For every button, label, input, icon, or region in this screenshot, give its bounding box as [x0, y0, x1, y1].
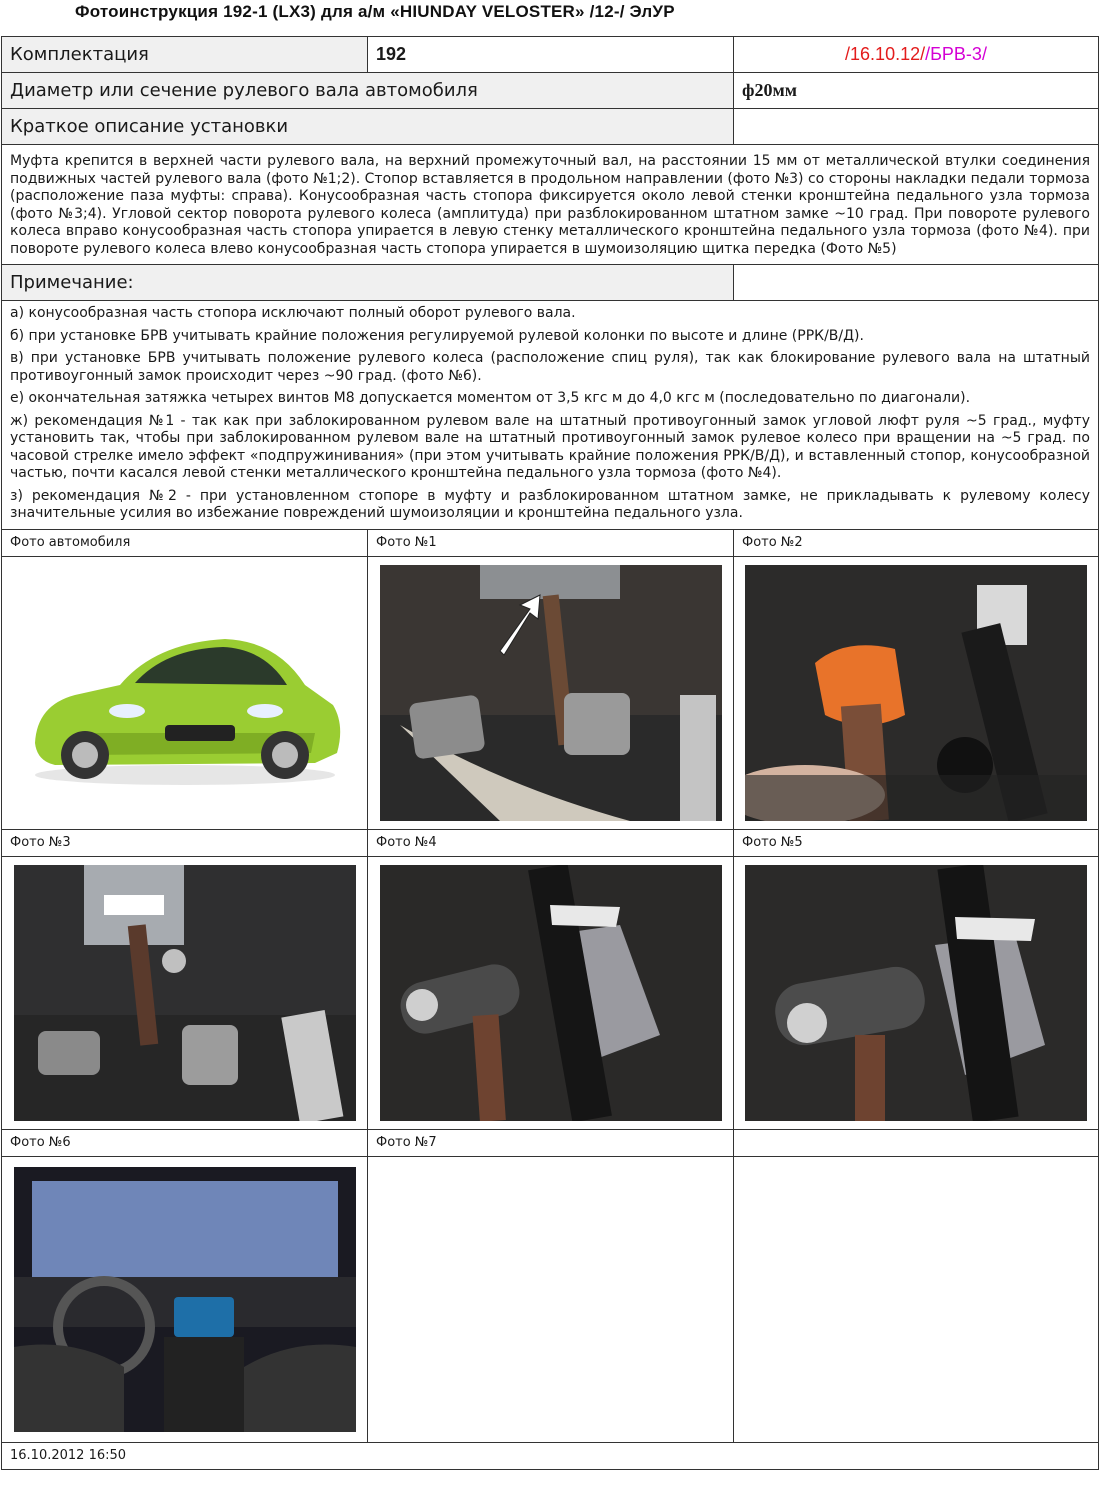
code-red: /16.10.12/: [845, 44, 926, 64]
notes-block: [2, 301, 1099, 530]
note-item: з) рекомендация №2 - при установленном стопоре в муфту и разблокированном штатном замке, не прикладывать к рулевому колесу значительные усилия во избежание повреждений шумоизоляции и кронштейна педального узла.: [10, 487, 1090, 521]
photo-2-image: [745, 565, 1087, 821]
code-magenta: /БРВ-3/: [925, 44, 987, 64]
instruction-sheet: [1, 36, 1099, 1470]
caption-photo-6: Фото №6: [2, 1129, 368, 1156]
photo-6-cell: [2, 1156, 368, 1442]
photo-7-cell: [368, 1156, 734, 1442]
note-empty-cell: [734, 265, 1099, 301]
note-item: б) при установке БРВ учитывать крайние положения регулируемой рулевой колонки по высоте и длине (РРК/В/Д).: [10, 327, 864, 344]
note-item: е) окончательная затяжка четырех винтов М8 допускается моментом от 3,5 кгс м до 4,0 кгс м (последовательно по диагонали).: [10, 390, 971, 406]
caption-photo-3: Фото №3: [2, 829, 368, 856]
photo-1-cell: [368, 556, 734, 829]
photo-6-image: [14, 1167, 356, 1432]
diameter-label: Диаметр или сечение рулевого вала автомобиля: [2, 73, 734, 109]
note-item: ж) рекомендация №1 - так как при заблокированном рулевом вале на штатный противоугонный замок угловой люфт руля ~5 град., муфту установить так, чтобы при заблокированном рулевом вале на штатный противоугонный замок рулевое колесо при вращении на ~5 град. по часовой стрелке имело эффект «подпружинивания» (при этом учитывать крайние положения РРК/В/Д), и вставленный стопор, конусообразной частью, почти касался левой стенки металлического кронштейна педального узла тормоза (фото №4).: [10, 412, 1090, 481]
photo-5-cell: [734, 856, 1099, 1129]
komplekt-label: Комплектация: [2, 37, 368, 73]
photo-car-cell: [2, 556, 368, 829]
caption-photo-5: Фото №5: [734, 829, 1099, 856]
description-label: Краткое описание установки: [2, 109, 734, 145]
description-text: Муфта крепится в верхней части рулевого вала, на верхний промежуточный вал, на расстоянии 15 мм от металлической втулки соединения подвижных частей рулевого вала (фото №1;2). Стопор вставляется в продольном направлении (фото №3) со стороны накладки педали тормоза (расположение паза муфты: справа). Конусообразная часть стопора фиксируется около левой стенки кронштейна педального узла тормоза (фото №3;4). Угловой сектор поворота рулевого колеса (амплитуда) при разблокированном штатном замке ~10 град. При повороте рулевого колеса вправо конусообразная часть стопора упирается в левую стенку металлического кронштейна педального узла тормоза (фото №4). при повороте рулевого колеса влево конусообразная часть стопора упирается в шумоизоляцию щитка передка (Фото №5): [2, 145, 1099, 265]
photo-1-image: [380, 565, 722, 821]
note-label: Примечание:: [2, 265, 734, 301]
photo-5-image: [745, 865, 1087, 1121]
note-item: а) конусообразная часть стопора исключают полный оборот рулевого вала.: [10, 305, 576, 321]
caption-photo-4: Фото №4: [368, 829, 734, 856]
caption-empty: [734, 1129, 1099, 1156]
komplekt-value: 192: [368, 37, 734, 73]
photo-2-cell: [734, 556, 1099, 829]
code-cell: [734, 37, 1099, 73]
document-title: Фотоинструкция 192-1 (LX3) для а/м «HIUNDAY VELOSTER» /12-/ ЭлУР: [75, 2, 675, 21]
photo-4-cell: [368, 856, 734, 1129]
photo-4-image: [380, 865, 722, 1121]
note-item: в) при установке БРВ учитывать положение рулевого колеса (расположение спиц руля), так как блокирование рулевого вала на штатный противоугонный замок происходит через ~90 град. (фото №6).: [10, 350, 1090, 384]
diameter-value: ф20мм: [734, 73, 1099, 109]
photo-3-image: [14, 865, 356, 1121]
caption-car: Фото автомобиля: [2, 529, 368, 556]
caption-photo-1: Фото №1: [368, 529, 734, 556]
photo-3-cell: [2, 856, 368, 1129]
photo-empty-cell: [734, 1156, 1099, 1442]
caption-photo-7: Фото №7: [368, 1129, 734, 1156]
caption-photo-2: Фото №2: [734, 529, 1099, 556]
car-photo: [15, 593, 355, 793]
description-empty-cell: [734, 109, 1099, 145]
footer-timestamp: 16.10.2012 16:50: [2, 1442, 1099, 1469]
